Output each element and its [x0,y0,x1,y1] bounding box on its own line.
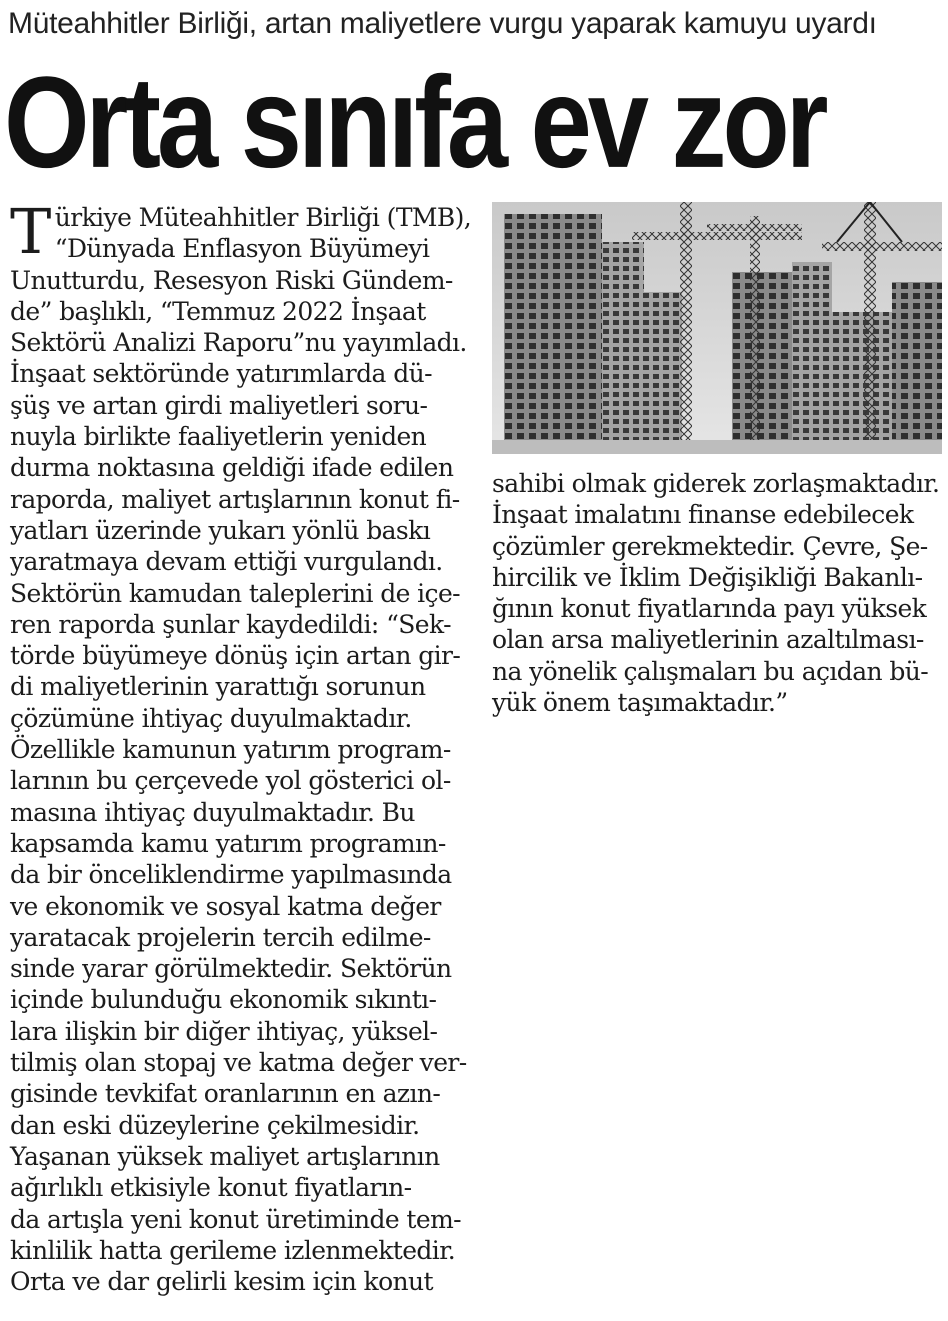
left-column-line: ren raporda şunlar kaydedildi: “Sek- [10,609,451,639]
right-column-line: sahibi olmak giderek zorlaşmaktadır. [492,469,940,498]
left-column-line: raporda, maliyet artışlarının konut fi- [10,484,460,514]
left-column-line: larının bu çerçevede yol gösterici ol- [10,766,451,796]
left-column [10,195,472,1297]
left-column-line: kapsamda kamu yatırım programın- [10,828,446,858]
right-column-line: İnşaat imalatını finanse edebilecek [492,500,914,530]
left-column-line: gisinde tevkifat oranlarının en azın- [10,1079,441,1109]
headline: Orta sınıfa ev zor [4,50,825,196]
left-column-line: yaratacak projelerin tercih edilme- [10,922,431,952]
left-column-line: de” başlıklı, “Temmuz 2022 İnşaat [10,296,426,326]
left-column-line: tilmiş olan stopaj ve katma değer ver- [10,1048,467,1078]
kicker: Müteahhitler Birliği, artan maliyetlere vurgu yaparak kamuyu uyardı [8,7,877,40]
right-column-line: olan arsa maliyetlerinin azaltılması- [492,625,924,655]
left-column-line: şüş ve artan girdi maliyetleri soru- [10,390,428,420]
left-column-line: törde büyümeye dönüş için artan gir- [10,641,461,671]
right-column-line: çözümler gerekmektedir. Çevre, Şe- [492,531,928,561]
right-column-line: na yönelik çalışmaları bu açıdan bü- [492,656,929,686]
left-column-line: sinde yarar görülmektedir. Sektörün [10,954,452,984]
left-column-line: Orta ve dar gelirli kesim için konut [10,1267,434,1297]
left-column-line: ağırlıklı etkisiyle konut fiyatların- [10,1173,412,1203]
right-column [492,468,938,718]
left-column-line: da artışla yeni konut üretiminde tem- [10,1204,462,1234]
left-column-line: ürkiye Müteahhitler Birliği (TMB), [54,203,472,232]
drop-cap: T [10,195,51,268]
left-column-line: durma noktasına geldiği ifade edilen [10,453,454,483]
left-column-line: ve ekonomik ve sosyal katma değer [10,891,441,921]
left-column-line: masına ihtiyaç duyulmaktadır. Bu [10,797,415,827]
left-column-line: yatları üzerinde yukarı yönlü baskı [10,515,431,545]
construction-photo-image [492,202,942,454]
right-column-line: hircilik ve İklim Değişikliği Bakanlı- [492,562,923,592]
left-column-line: di maliyetlerinin yarattığı sorunun [10,672,426,702]
left-column-line: Sektörü Analizi Raporu”nu yayımladı. [10,328,467,358]
left-column-line: İnşaat sektöründe yatırımlarda dü- [10,359,432,389]
left-column-line: Sektörün kamudan taleplerini de içe- [10,578,460,608]
left-column-line: Özellikle kamunun yatırım program- [10,735,451,765]
left-column-line: içinde bulunduğu ekonomik sıkıntı- [10,985,437,1015]
left-column-line: Unutturdu, Resesyon Riski Gündem- [10,265,453,295]
right-column-line: ğının konut fiyatlarında payı yüksek [492,594,927,624]
left-column-line: “Dünyada Enflasyon Büyümeyi [54,234,430,264]
left-column-line: kinlilik hatta gerileme izlenmektedir. [10,1235,456,1265]
left-column-line: yaratmaya devam ettiği vurgulandı. [10,547,443,577]
right-column-line: yük önem taşımaktadır.” [492,688,788,718]
left-column-line: dan eski düzeylerine çekilmesidir. [10,1110,420,1140]
left-column-line: nuyla birlikte faaliyetlerin yeniden [10,422,427,452]
left-column-line: Yaşanan yüksek maliyet artışlarının [10,1141,440,1171]
left-column-line: lara ilişkin bir diğer ihtiyaç, yüksel- [10,1016,438,1046]
construction-photo [492,202,942,454]
left-column-line: da bir önceliklendirme yapılmasında [10,860,452,890]
left-column-line: çözümüne ihtiyaç duyulmaktadır. [10,703,412,733]
